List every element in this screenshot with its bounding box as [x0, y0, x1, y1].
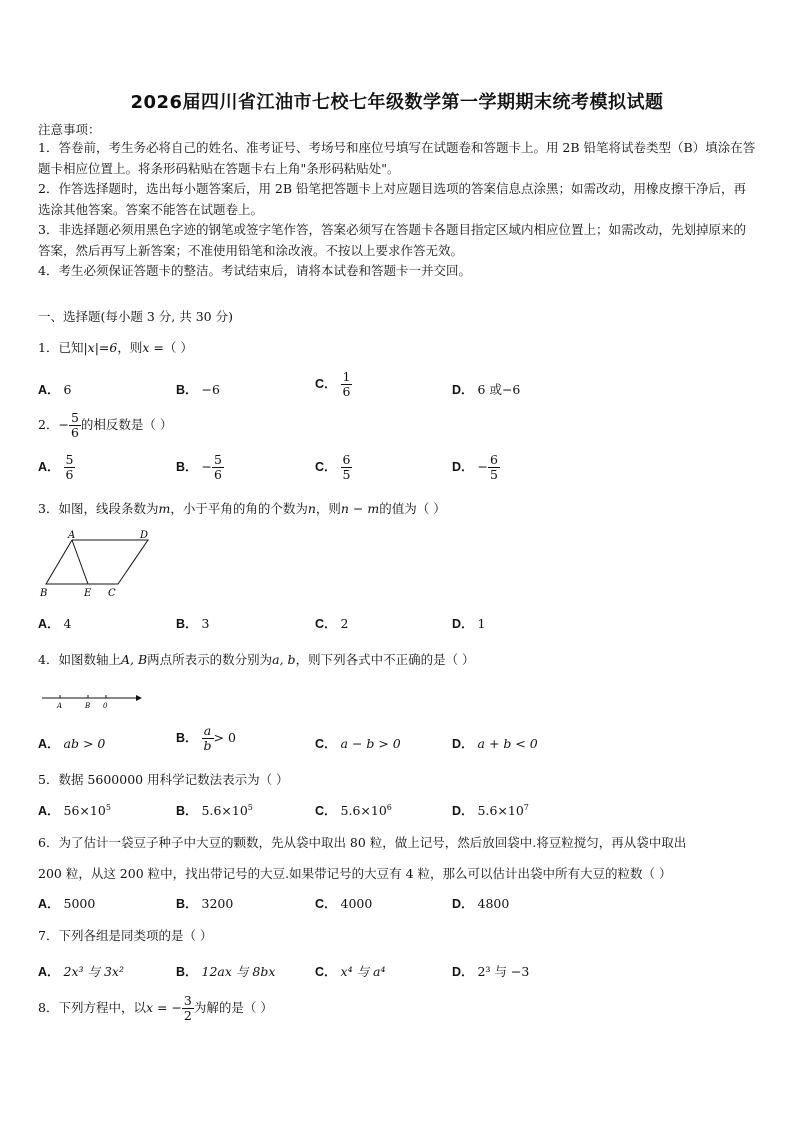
q5-option-b[interactable]: [176, 801, 253, 819]
q3-text-c: ，则: [315, 501, 341, 516]
point-d-label: D: [140, 530, 149, 541]
question-5: 5．数据 5600000 用科学记数法表示为（ ）: [38, 772, 289, 787]
q2-option-b[interactable]: [176, 453, 224, 482]
question-2: [38, 411, 172, 440]
q2-text: 的相反数是（ ）: [80, 417, 173, 432]
option-label: D．: [452, 804, 474, 818]
q2-number: 2．: [38, 417, 59, 432]
option-label: C．: [315, 897, 337, 911]
q1-text-b: ，则: [117, 340, 143, 355]
q6-option-a[interactable]: [38, 894, 95, 912]
option-value: 3: [201, 616, 210, 631]
question-6-line-2: 200 粒，从这 200 粒中，找出带记号的大豆.如果带记号的大豆有 4 粒，那么可以估计出袋中所有大豆的粒数（ ）: [38, 866, 672, 881]
notes-heading: 注意事项：: [38, 122, 101, 137]
q3-text-d: 的值为（ ）: [379, 501, 446, 516]
point-b-label: B: [40, 588, 48, 599]
option-value: 3200: [201, 896, 234, 911]
point-c-label: C: [108, 588, 116, 599]
q3-var-n: n: [307, 501, 316, 516]
option-label: C．: [315, 460, 337, 474]
option-value: 5.6×10: [340, 803, 387, 818]
q4-text-a: 4．如图数轴上: [38, 652, 121, 667]
fraction: $\frac{6}{5}$: [490, 452, 498, 482]
q3-option-d[interactable]: [452, 614, 485, 632]
option-label: A．: [38, 737, 60, 751]
q4-text-c: ，则下列各式中不正确的是（ ）: [295, 652, 475, 667]
q3-option-a[interactable]: [38, 614, 71, 632]
note-1: 1．答卷前，考生务必将自己的姓名、准考证号、考场号和座位号填写在试题卷和答题卡上。用 2B 铅笔将试卷类型（B）填涂在答题卡相应位置上。将条形码粘贴在答题卡右上角"条形码粘贴处"。: [38, 140, 756, 176]
q1-option-b[interactable]: [176, 380, 220, 398]
option-label: B．: [176, 383, 198, 397]
option-label: D．: [452, 383, 474, 397]
option-label: A．: [38, 965, 60, 979]
option-label: C．: [315, 377, 337, 391]
option-label: C．: [315, 804, 337, 818]
option-label: B．: [176, 804, 198, 818]
question-6-line-1: 6．为了估计一袋豆子种子中大豆的颗数，先从袋中取出 80 粒，做上记号，然后放回袋中.将豆粒搅匀，再从袋中取出: [38, 835, 687, 850]
q1-option-d[interactable]: [452, 380, 520, 398]
q1-option-c[interactable]: [315, 370, 352, 399]
option-value: 5.6×10: [201, 803, 248, 818]
fraction: $\frac{1}{6}$: [342, 369, 351, 399]
option-label: C．: [315, 965, 337, 979]
q3-text-a: 3．如图，线段条数为: [38, 501, 159, 516]
point-a-label: A: [68, 530, 76, 541]
q4-option-d[interactable]: [452, 734, 538, 752]
question-8: [38, 994, 273, 1023]
option-label: B．: [176, 460, 198, 474]
q4-points: A, B: [120, 652, 148, 667]
option-value: 4800: [477, 896, 510, 911]
q1-text-a: 1．已知: [38, 340, 84, 355]
option-label: D．: [452, 460, 474, 474]
question-3: [38, 499, 446, 517]
option-value: 5.6×10: [477, 803, 524, 818]
section-title: 一、选择题(每小题 3 分, 共 30 分): [38, 309, 233, 324]
q4-option-b[interactable]: [176, 724, 236, 753]
q7-option-c[interactable]: [315, 962, 386, 980]
option-label: A．: [38, 617, 60, 631]
q3-option-c[interactable]: [315, 614, 348, 632]
q2-sign: −: [58, 417, 69, 432]
fraction: $\frac{3}{2}$: [183, 993, 192, 1023]
q2-option-d[interactable]: [452, 453, 500, 482]
option-value: 5000: [63, 896, 96, 911]
option-value: −6: [201, 382, 220, 397]
option-value: 6 或−6: [477, 382, 521, 397]
q1-text-c: （ ）: [163, 340, 193, 355]
q4-option-c[interactable]: [315, 734, 401, 752]
q3-option-b[interactable]: [176, 614, 209, 632]
option-value: a + b < 0: [477, 736, 538, 751]
option-label: D．: [452, 617, 474, 631]
q7-option-a[interactable]: [38, 962, 124, 980]
option-value: 2x³ 与 3x²: [63, 964, 124, 979]
option-label: B．: [176, 897, 198, 911]
page-title: 2026届四川省江油市七校七年级数学第一学期期末统考模拟试题: [130, 92, 664, 113]
q4-vars: a, b: [272, 652, 296, 667]
q8-text-a: 8．下列方程中，以: [38, 1000, 146, 1015]
option-sign: −: [201, 459, 212, 474]
option-value: 6: [63, 382, 72, 397]
exponent: 5: [105, 802, 111, 812]
q3-expr: n − m: [340, 501, 380, 516]
number-line-figure: [40, 690, 144, 712]
exponent: 6: [386, 802, 392, 812]
option-label: B．: [176, 731, 198, 745]
option-value: 2³ 与 −3: [477, 964, 530, 979]
q2-option-a[interactable]: [38, 453, 75, 482]
option-label: C．: [315, 617, 337, 631]
q1-expr: |x|=6: [83, 340, 118, 355]
q4-text-b: 两点所表示的数分别为: [147, 652, 273, 667]
note-3: 3．非选择题必须用黑色字迹的钢笔或签字笔作答，答案必须写在答题卡各题目指定区域内相应位置上；如需改动，先划掉原来的答案，然后再写上新答案；不准使用铅笔和涂改液。不按以上要求作答无效。: [38, 222, 746, 258]
axis-label-zero: 0: [103, 702, 108, 710]
q6-option-d[interactable]: [452, 894, 509, 912]
fraction: $\frac{5}{6}$: [214, 452, 222, 482]
option-label: A．: [38, 383, 60, 397]
q1-expr2: x =: [142, 340, 164, 355]
point-e-label: E: [84, 588, 92, 599]
q5-option-c[interactable]: [315, 801, 392, 819]
q7-option-d[interactable]: [452, 962, 529, 980]
q4-option-a[interactable]: [38, 734, 105, 752]
option-value: > 0: [213, 730, 236, 745]
option-label: A．: [38, 804, 60, 818]
q5-option-a[interactable]: [38, 801, 111, 819]
option-value: ab > 0: [63, 736, 106, 751]
q8-text-b: 为解的是（ ）: [193, 1000, 273, 1015]
option-value: 4000: [340, 896, 373, 911]
fraction: $\frac{5}{6}$: [70, 410, 79, 440]
option-label: C．: [315, 737, 337, 751]
q3-text-b: ，小于平角的角的个数为: [170, 501, 308, 516]
question-1: [38, 338, 193, 356]
option-label: D．: [452, 897, 474, 911]
option-value: a − b > 0: [340, 736, 401, 751]
option-label: A．: [38, 897, 60, 911]
exponent: 5: [247, 802, 253, 812]
q8-expr: x = −: [145, 1000, 182, 1015]
axis-label-b: B: [85, 702, 91, 710]
q7-option-b[interactable]: [176, 962, 275, 980]
option-label: B．: [176, 965, 198, 979]
q5-option-d[interactable]: [452, 801, 529, 819]
option-value: x⁴ 与 a⁴: [340, 964, 386, 979]
q2-option-c[interactable]: [315, 453, 352, 482]
option-value: 1: [477, 616, 486, 631]
q6-option-b[interactable]: [176, 894, 233, 912]
fraction: $\frac{5}{6}$: [65, 452, 74, 482]
option-sign: −: [477, 459, 488, 474]
axis-label-a: A: [57, 702, 63, 710]
fraction: $\frac{6}{5}$: [342, 452, 351, 482]
parallelogram-figure: [36, 528, 156, 600]
option-value: 4: [63, 616, 72, 631]
option-label: B．: [176, 617, 198, 631]
option-value: 2: [340, 616, 349, 631]
option-label: D．: [452, 965, 474, 979]
fraction: $\frac{a}{b}$: [203, 723, 212, 753]
option-label: D．: [452, 737, 474, 751]
option-label: A．: [38, 460, 60, 474]
exponent: 7: [523, 802, 529, 812]
q1-option-a[interactable]: [38, 380, 71, 398]
question-4: [38, 650, 475, 668]
question-7: 7．下列各组是同类项的是（ ）: [38, 928, 213, 943]
option-value: 56×10: [63, 803, 106, 818]
option-value: 12ax 与 8bx: [201, 964, 276, 979]
q6-option-c[interactable]: [315, 894, 372, 912]
note-2: 2．作答选择题时，选出每小题答案后，用 2B 铅笔把答题卡上对应题目选项的答案信息点涂黑；如需改动，用橡皮擦干净后，再选涂其他答案。答案不能答在试题卷上。: [38, 181, 747, 217]
q3-var-m: m: [158, 501, 171, 516]
note-4: 4．考生必须保证答题卡的整洁。考试结束后，请将本试卷和答题卡一并交回。: [38, 263, 471, 278]
